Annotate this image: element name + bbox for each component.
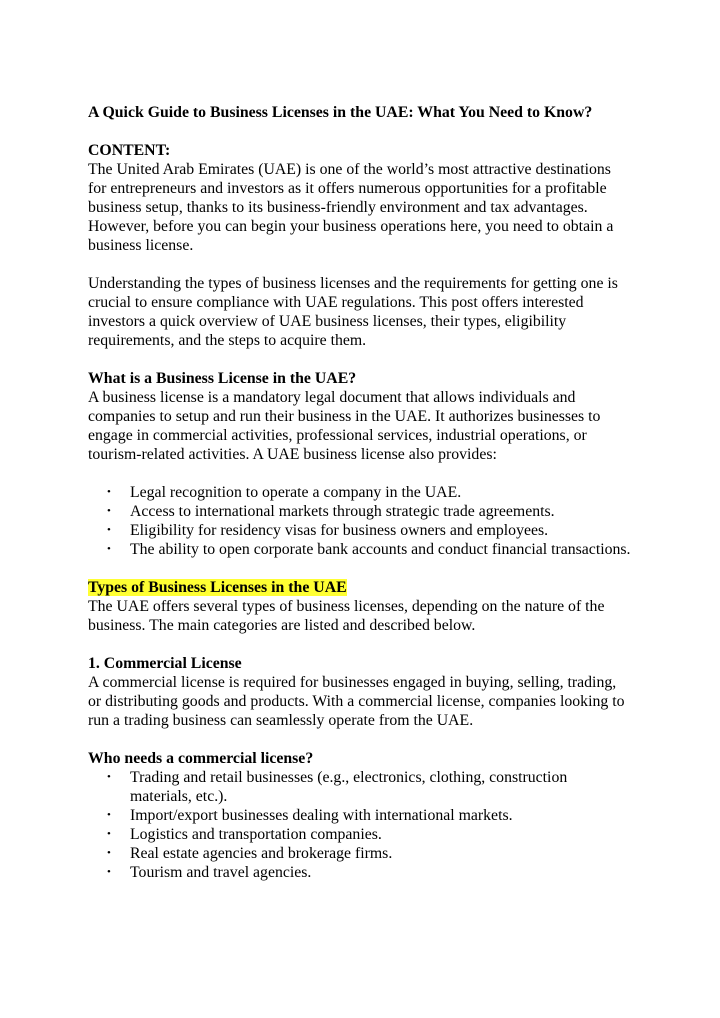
section-paragraph-commercial-license: A commercial license is required for businesses engaged in buying, selling, trading, or distributing goods and products. With a commercial license, companies looking to run a trading business can seamlessly operate from the UAE. <box>88 674 625 729</box>
list-item-text: Import/export businesses dealing with international markets. <box>130 807 513 824</box>
section-paragraph-what-is-license: A business license is a mandatory legal document that allows individuals and companies to setup and run their business in the UAE. It authorizes businesses to engage in commercial activities, professional services, industrial operations, or tourism-related activities. A UAE business license also provides: <box>88 389 601 463</box>
section-heading-commercial-license: 1. Commercial License <box>88 655 242 672</box>
list-item <box>107 521 633 540</box>
list-item <box>107 483 633 502</box>
list-item-text: The ability to open corporate bank accounts and conduct financial transactions. <box>130 541 631 558</box>
benefits-list <box>88 483 633 559</box>
list-item <box>107 806 633 825</box>
list-item-text: Logistics and transportation companies. <box>130 826 382 843</box>
list-item <box>107 502 633 521</box>
list-item <box>107 844 633 863</box>
list-item <box>107 863 633 882</box>
bullet-icon: • <box>107 771 111 783</box>
bullet-icon: • <box>107 505 111 517</box>
list-item-text: Tourism and travel agencies. <box>130 864 312 881</box>
intro-paragraph-1: The United Arab Emirates (UAE) is one of the world’s most attractive destinations for entrepreneurs and investors as it offers numerous opportunities for a profitable business setup, thanks to its business-friendly environment and tax advantages. However, before you can begin your business operations here, you need to obtain a business license. <box>88 161 614 254</box>
bullet-icon: • <box>107 828 111 840</box>
spacer <box>88 730 633 749</box>
spacer <box>88 350 633 369</box>
list-item-text: Eligibility for residency visas for business owners and employees. <box>130 522 549 539</box>
list-item <box>107 540 633 559</box>
bullet-icon: • <box>107 486 111 498</box>
spacer <box>88 464 633 483</box>
list-item-text: Real estate agencies and brokerage firms. <box>130 845 393 862</box>
list-item <box>107 768 633 806</box>
section-heading-license-types <box>88 578 633 597</box>
document-body <box>88 103 633 882</box>
list-item-text: Legal recognition to operate a company in the UAE. <box>130 484 462 501</box>
spacer <box>88 122 633 141</box>
document-title: A Quick Guide to Business Licenses in the UAE: What You Need to Know? <box>88 104 593 121</box>
bullet-icon: • <box>107 543 111 555</box>
bullet-icon: • <box>107 809 111 821</box>
spacer <box>88 559 633 578</box>
spacer <box>88 255 633 274</box>
bullet-icon: • <box>107 524 111 536</box>
section-heading-who-needs: Who needs a commercial license? <box>88 750 314 767</box>
intro-paragraph-2: Understanding the types of business licenses and the requirements for getting one is crucial to ensure compliance with UAE regulations. This post offers interested investors a quick overview of UAE business licenses, their types, eligibility requirements, and the steps to acquire them. <box>88 275 618 349</box>
bullet-icon: • <box>107 866 111 878</box>
highlighted-heading: Types of Business Licenses in the UAE <box>88 579 347 596</box>
section-heading-what-is-license: What is a Business License in the UAE? <box>88 370 357 387</box>
list-item-text: Access to international markets through strategic trade agreements. <box>130 503 555 520</box>
section-paragraph-license-types: The UAE offers several types of business licenses, depending on the nature of the business. The main categories are listed and described below. <box>88 598 605 634</box>
list-item <box>107 825 633 844</box>
who-needs-list <box>88 768 633 882</box>
bullet-icon: • <box>107 847 111 859</box>
list-item-text: Trading and retail businesses (e.g., electronics, clothing, construction materials, etc.). <box>130 769 568 805</box>
spacer <box>88 635 633 654</box>
content-label: CONTENT: <box>88 142 171 159</box>
